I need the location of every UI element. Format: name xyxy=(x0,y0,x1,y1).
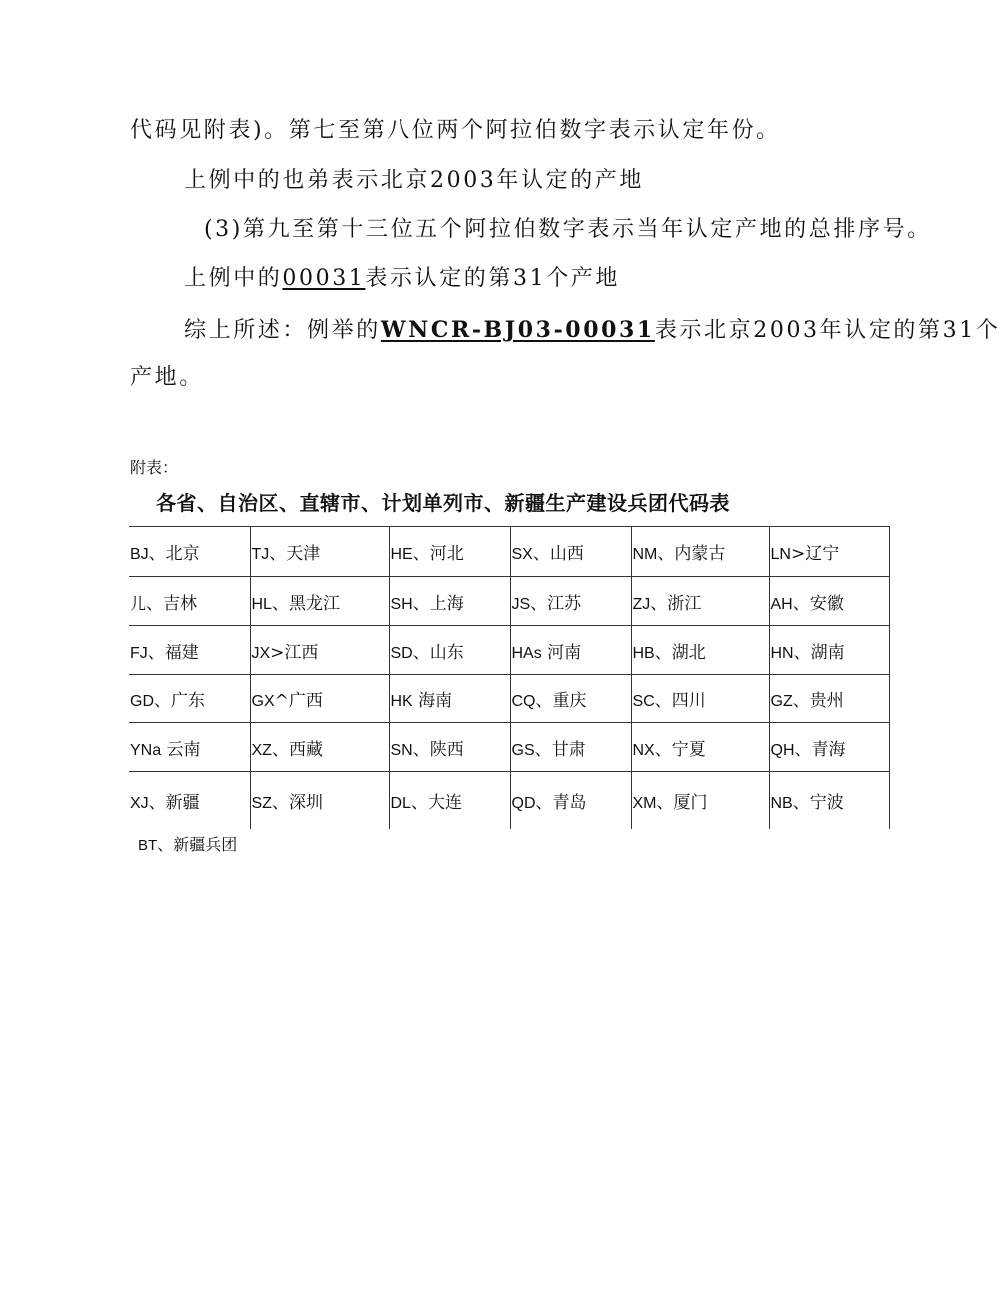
region-code: FJ xyxy=(130,644,148,662)
table-cell xyxy=(389,626,510,675)
table-cell xyxy=(389,675,510,723)
region-code: AH xyxy=(770,595,793,613)
code-separator: 、 xyxy=(654,739,672,760)
region-code: BJ xyxy=(130,546,149,563)
region-name: 新疆 xyxy=(165,792,200,813)
table-cell xyxy=(129,626,250,675)
region-name: 广东 xyxy=(171,691,205,711)
code-separator: 、 xyxy=(412,593,430,614)
code-separator: 、 xyxy=(271,593,289,614)
table-cell xyxy=(631,675,769,723)
table-row xyxy=(129,772,889,829)
region-name: 江苏 xyxy=(547,593,582,614)
table-cell xyxy=(510,772,631,829)
code-separator: 、 xyxy=(271,792,289,813)
paragraph-5-suffix: 表示北京2003年认定的第31个 xyxy=(654,318,1000,343)
code-separator: 、 xyxy=(654,642,672,663)
region-code: SH xyxy=(390,595,413,613)
table-cell xyxy=(250,772,389,829)
code-separator: 、 xyxy=(271,739,289,760)
region-name: 山东 xyxy=(429,642,464,663)
region-code: SN xyxy=(390,741,413,759)
region-code: SD xyxy=(390,644,413,662)
footer-note xyxy=(138,832,237,855)
table-title: 各省、自治区、直辖市、计划单列市、新疆生产建设兵团代码表 xyxy=(156,491,730,515)
table-cell xyxy=(769,772,889,829)
table-cell xyxy=(510,723,631,772)
region-code: GD xyxy=(130,693,154,710)
code-separator: 、 xyxy=(154,691,171,711)
paragraph-3: (3)第九至第十三位五个阿拉伯数字表示当年认定产地的总排序号。 xyxy=(204,217,932,242)
table-cell xyxy=(769,626,889,675)
region-name: 天津 xyxy=(286,544,321,564)
region-name: 云南 xyxy=(166,739,201,760)
region-name: 重庆 xyxy=(552,691,587,711)
region-name: 陕西 xyxy=(429,739,464,760)
table-row xyxy=(129,675,889,723)
table-row xyxy=(129,577,889,626)
code-separator: 、 xyxy=(792,792,810,813)
region-name: 北京 xyxy=(165,544,200,564)
region-name: 四川 xyxy=(671,691,706,711)
table-cell xyxy=(129,675,250,723)
paragraph-2: 上例中的也弟表示北京2003年认定的产地 xyxy=(184,168,644,193)
region-name: 福建 xyxy=(164,642,199,663)
appendix-label: 附表： xyxy=(130,458,179,477)
code-separator: 、 xyxy=(650,593,668,614)
table-cell xyxy=(510,675,631,723)
table-cell xyxy=(250,723,389,772)
paragraph-5 xyxy=(184,316,1000,345)
region-code: DL xyxy=(390,794,411,812)
region-name: 甘肃 xyxy=(551,739,586,760)
paragraph-5-prefix: 综上所述：例举的 xyxy=(184,318,381,343)
region-name: 山西 xyxy=(549,544,584,564)
region-code: NX xyxy=(632,741,655,759)
table-cell xyxy=(631,577,769,626)
table-cell xyxy=(250,675,389,723)
footer-note-code: BT xyxy=(138,837,158,854)
paragraph-4-suffix: 表示认定的第31个产地 xyxy=(365,266,621,291)
region-code: HB xyxy=(632,644,655,662)
paragraph-1: 代码见附表)。第七至第八位两个阿拉伯数字表示认定年份。 xyxy=(130,118,781,143)
code-separator: 、 xyxy=(534,739,552,760)
table-cell xyxy=(250,527,389,577)
region-code: JX xyxy=(251,644,271,662)
region-code: XJ xyxy=(130,794,149,812)
code-separator: 、 xyxy=(532,544,550,564)
code-separator: 、 xyxy=(794,739,812,760)
table-cell xyxy=(510,577,631,626)
region-code: SC xyxy=(632,693,655,710)
code-separator: 、 xyxy=(147,642,165,663)
table-cell xyxy=(631,626,769,675)
table-cell xyxy=(769,577,889,626)
paragraph-4-prefix: 上例中的 xyxy=(184,266,283,291)
paragraph-4 xyxy=(184,265,620,293)
table-cell xyxy=(389,527,510,577)
code-separator: ^ xyxy=(274,691,289,711)
table-cell xyxy=(769,723,889,772)
example-full-code: WNCR-BJ03-00031 xyxy=(380,317,655,343)
region-code: HL xyxy=(251,595,272,613)
code-separator: 、 xyxy=(412,642,430,663)
region-code: 儿 xyxy=(130,595,147,613)
table-row xyxy=(129,527,889,577)
table-cell xyxy=(129,577,250,626)
region-name: 黑龙江 xyxy=(288,593,340,614)
table-cell xyxy=(769,527,889,577)
code-separator: 、 xyxy=(657,544,675,564)
region-name: 河北 xyxy=(429,544,464,564)
region-name: 辽宁 xyxy=(805,544,840,564)
code-separator: > xyxy=(270,642,285,663)
region-code: ZJ xyxy=(632,595,651,613)
region-code: NM xyxy=(632,546,658,563)
region-name: 贵州 xyxy=(809,691,844,711)
region-name: 湖北 xyxy=(671,642,706,663)
region-code: GS xyxy=(511,741,535,759)
table-cell xyxy=(389,723,510,772)
region-code: HAs xyxy=(511,644,542,662)
code-separator: 、 xyxy=(269,544,287,564)
region-code: QD xyxy=(511,794,536,812)
table-cell xyxy=(250,577,389,626)
region-code: HN xyxy=(770,644,794,662)
table-row xyxy=(129,626,889,675)
code-separator: 、 xyxy=(535,792,553,813)
region-name: 大连 xyxy=(427,792,462,813)
region-code: NB xyxy=(770,794,793,812)
region-code: HE xyxy=(390,546,413,563)
code-separator: 、 xyxy=(535,691,553,711)
region-name: 厦门 xyxy=(673,792,708,813)
region-name: 浙江 xyxy=(667,593,702,614)
region-name: 安徽 xyxy=(809,593,844,614)
code-separator: 、 xyxy=(146,593,164,614)
region-name: 宁夏 xyxy=(671,739,706,760)
example-serial-code: 00031 xyxy=(282,266,366,291)
region-name: 宁波 xyxy=(809,792,844,813)
region-code: JS xyxy=(511,595,531,613)
region-code: CQ xyxy=(511,693,536,710)
region-name: 深圳 xyxy=(288,792,323,813)
region-name: 湖南 xyxy=(810,642,845,663)
region-name: 吉林 xyxy=(163,593,198,614)
code-separator: > xyxy=(790,544,806,564)
footer-note-sep: 、 xyxy=(157,835,174,854)
region-code: LN xyxy=(770,546,791,563)
table-cell xyxy=(631,527,769,577)
paragraph-6: 产地。 xyxy=(130,365,204,390)
region-name: 青岛 xyxy=(552,792,587,813)
code-separator: 、 xyxy=(792,691,810,711)
code-separator: 、 xyxy=(410,792,428,813)
table-cell xyxy=(510,527,631,577)
code-separator: 、 xyxy=(412,544,430,564)
region-code: HK xyxy=(390,693,413,710)
region-name: 上海 xyxy=(429,593,464,614)
region-name: 青海 xyxy=(811,739,846,760)
code-separator: 、 xyxy=(148,544,166,564)
region-code: XM xyxy=(632,794,657,812)
table-cell xyxy=(631,772,769,829)
table-cell xyxy=(389,577,510,626)
region-code: YNa xyxy=(130,741,162,759)
region-name: 海南 xyxy=(418,691,453,711)
table-cell xyxy=(129,527,250,577)
code-separator: 、 xyxy=(792,593,810,614)
table-cell xyxy=(129,772,250,829)
region-name: 江西 xyxy=(284,642,319,663)
region-code: TJ xyxy=(251,546,270,563)
table-cell xyxy=(769,675,889,723)
region-code: XZ xyxy=(251,741,272,759)
region-code: SX xyxy=(511,546,533,563)
table-cell xyxy=(510,626,631,675)
region-code: SZ xyxy=(251,794,272,812)
region-code-table xyxy=(129,526,890,829)
code-separator: 、 xyxy=(530,593,548,614)
table-cell xyxy=(250,626,389,675)
code-separator: 、 xyxy=(656,792,674,813)
table-row xyxy=(129,723,889,772)
region-name: 河南 xyxy=(547,642,582,663)
region-name: 内蒙古 xyxy=(674,544,726,564)
region-name: 广西 xyxy=(288,691,323,711)
table-cell xyxy=(129,723,250,772)
code-separator: 、 xyxy=(148,792,166,813)
code-separator: 、 xyxy=(412,739,430,760)
table-cell xyxy=(389,772,510,829)
region-code: GZ xyxy=(770,693,793,710)
code-separator: 、 xyxy=(654,691,672,711)
region-code: GX xyxy=(251,693,275,710)
region-code: QH xyxy=(770,741,795,759)
table-cell xyxy=(631,723,769,772)
region-name: 西藏 xyxy=(288,739,323,760)
code-separator: 、 xyxy=(793,642,811,663)
footer-note-name: 新疆兵团 xyxy=(173,835,238,854)
